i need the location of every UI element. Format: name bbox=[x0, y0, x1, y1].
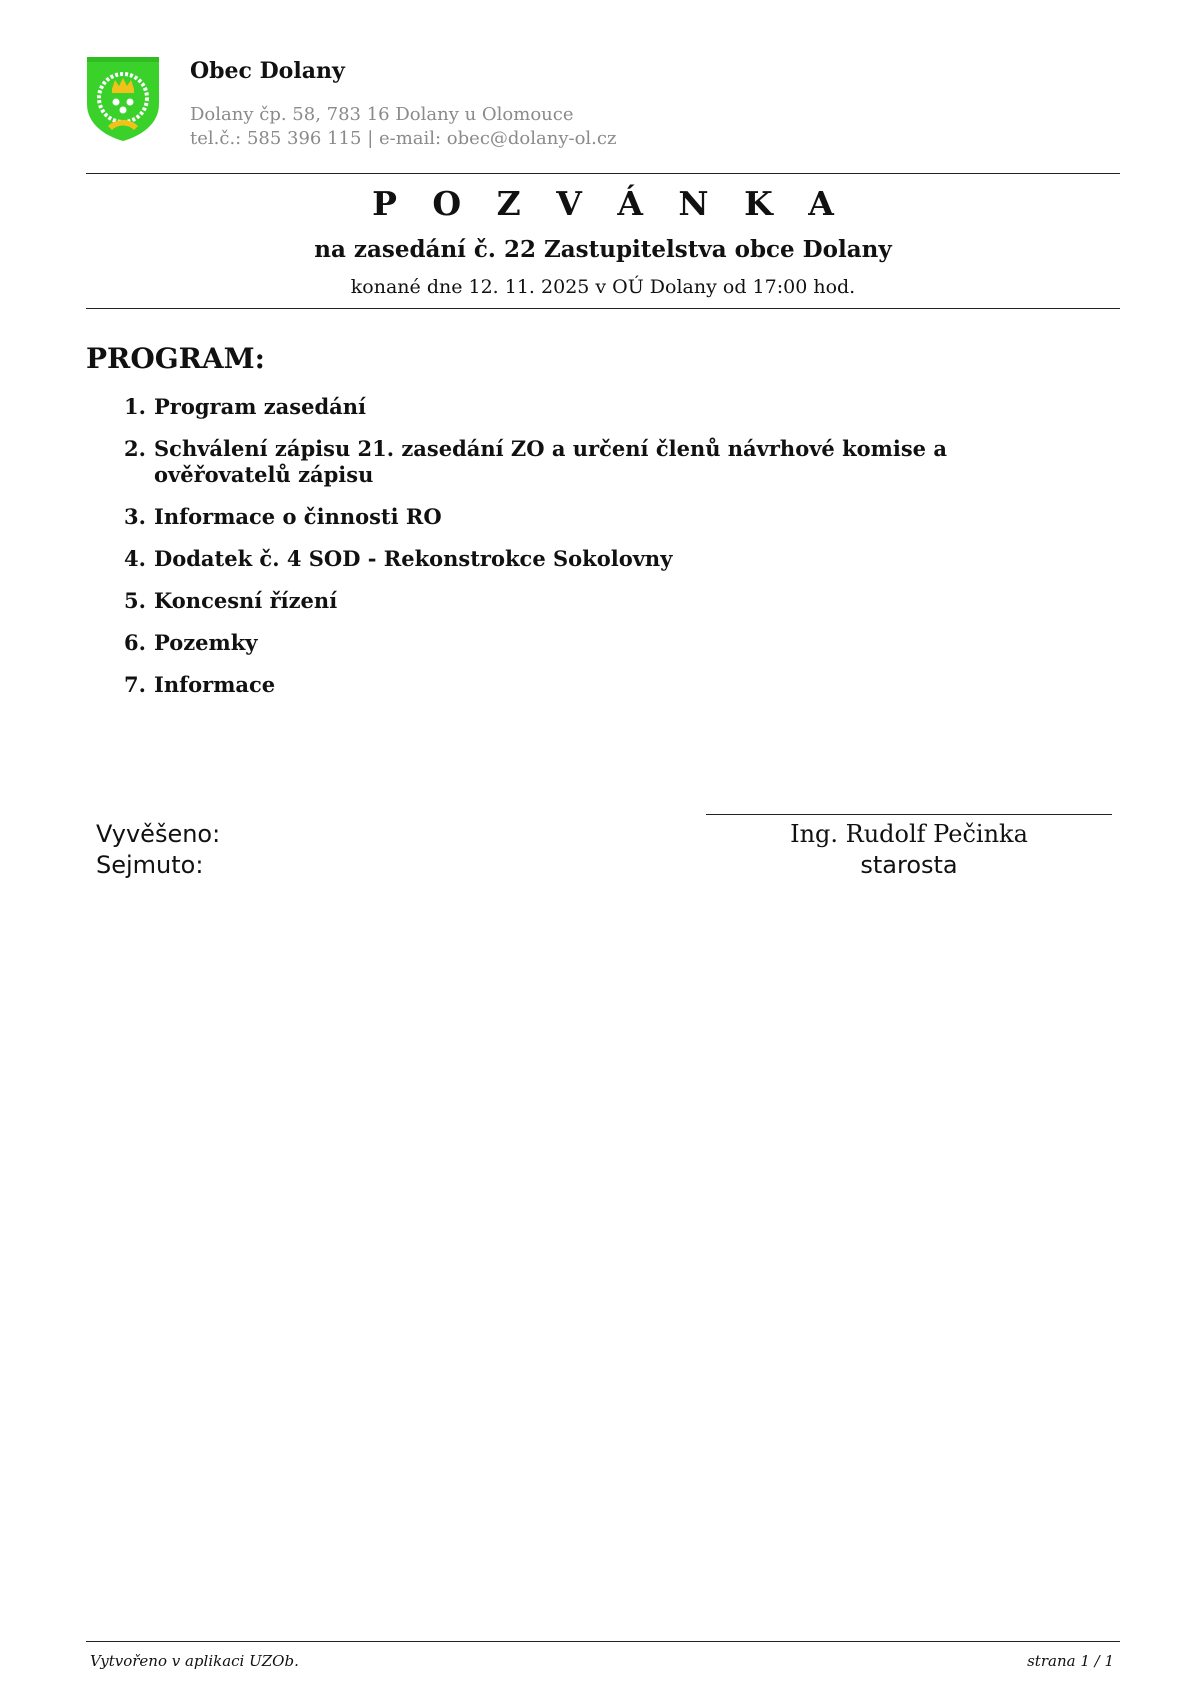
document-title: P O Z V Á N K A bbox=[372, 184, 846, 223]
footer-page-number: strana 1 / 1 bbox=[1027, 1652, 1114, 1670]
agenda-item-number: 7. bbox=[124, 672, 146, 697]
agenda-item bbox=[124, 504, 1084, 530]
title-divider bbox=[86, 308, 1120, 309]
header-divider bbox=[86, 173, 1120, 174]
agenda-item-number: 2. bbox=[124, 436, 146, 461]
agenda-item bbox=[124, 546, 1084, 572]
agenda-item-number: 6. bbox=[124, 630, 146, 655]
agenda-item bbox=[124, 588, 1084, 614]
coat-of-arms-icon bbox=[86, 56, 160, 142]
agenda-item bbox=[124, 436, 1084, 488]
footer-created-with: Vytvořeno v aplikaci UZOb. bbox=[90, 1652, 299, 1670]
signer-role: starosta bbox=[860, 851, 958, 879]
agenda-item-number: 5. bbox=[124, 588, 146, 613]
org-contact: tel.č.: 585 396 115 | e-mail: obec@dolany-ol.cz bbox=[190, 128, 617, 149]
program-heading: PROGRAM: bbox=[86, 342, 265, 375]
footer-divider bbox=[86, 1641, 1120, 1642]
removed-label: Sejmuto: bbox=[96, 851, 204, 879]
agenda-item bbox=[124, 394, 1084, 420]
agenda-item-text: Koncesní řízení bbox=[154, 588, 338, 613]
agenda-item-text: Pozemky bbox=[154, 630, 258, 655]
agenda-item-number: 4. bbox=[124, 546, 146, 571]
meeting-info: konané dne 12. 11. 2025 v OÚ Dolany od 17:00 hod. bbox=[350, 276, 856, 298]
document-subtitle: na zasedání č. 22 Zastupitelstva obce Dolany bbox=[314, 236, 892, 263]
agenda-item-text: Schválení zápisu 21. zasedání ZO a určení členů návrhové komise a ověřovatelů zápisu bbox=[154, 436, 947, 487]
agenda-list bbox=[124, 394, 1084, 714]
org-name: Obec Dolany bbox=[190, 58, 345, 84]
posted-label: Vyvěšeno: bbox=[96, 820, 221, 848]
signer-name: Ing. Rudolf Pečinka bbox=[790, 820, 1028, 848]
agenda-item-number: 3. bbox=[124, 504, 146, 529]
agenda-item-text: Informace bbox=[154, 672, 276, 697]
agenda-item-number: 1. bbox=[124, 394, 146, 419]
agenda-item-text: Dodatek č. 4 SOD - Rekonstrokce Sokolovny bbox=[154, 546, 673, 571]
agenda-item bbox=[124, 672, 1084, 698]
signature-line bbox=[706, 814, 1112, 815]
agenda-item-text: Program zasedání bbox=[154, 394, 366, 419]
agenda-item bbox=[124, 630, 1084, 656]
org-address: Dolany čp. 58, 783 16 Dolany u Olomouce bbox=[190, 104, 574, 125]
agenda-item-text: Informace o činnosti RO bbox=[154, 504, 442, 529]
